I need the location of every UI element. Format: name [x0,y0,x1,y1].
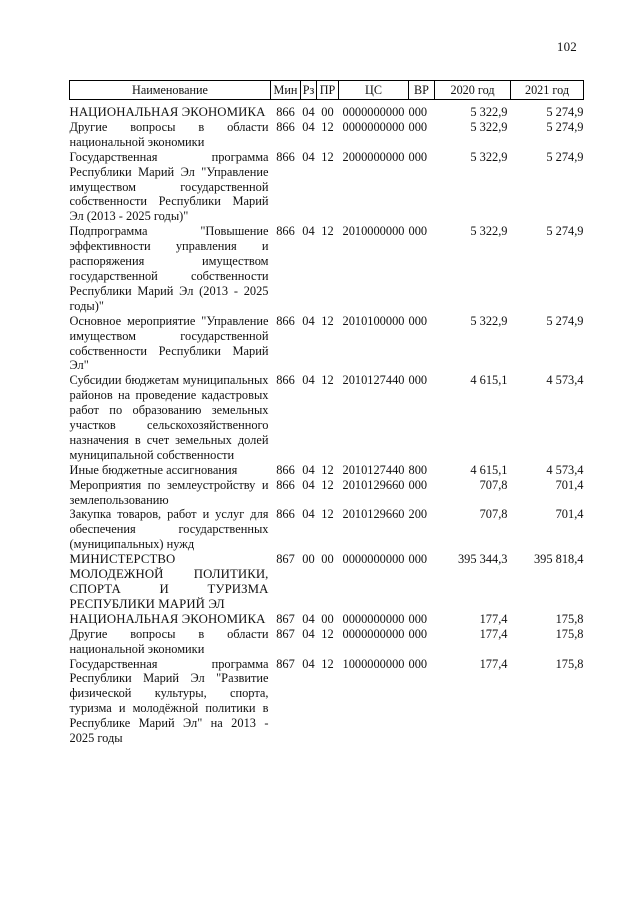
row-cs: 0000000000 [342,119,405,134]
row-pr: 12 [321,313,334,328]
row-min: 866 [276,224,295,239]
row-vr: 000 [408,477,428,492]
row-min: 866 [276,119,295,134]
table-row [70,507,584,552]
row-rz: 04 [302,507,315,522]
row-name: Субсидии бюджетам муниципальных районов на проведение кадастровых работ по образованию земельных участков сельскохозяйственного назначения в счет земельных долей муниципальной собственности [69,373,269,462]
row-min: 866 [276,105,295,119]
table-row [70,150,584,225]
table-row [70,314,584,374]
row-2020: 177,4 [479,626,508,641]
row-pr: 12 [321,477,334,492]
row-rz: 00 [302,552,315,567]
row-name: НАЦИОНАЛЬНАЯ ЭКОНОМИКА [69,611,266,626]
table-row [70,373,584,462]
row-2020: 177,4 [479,611,508,626]
row-vr: 000 [408,373,428,388]
row-2021: 175,8 [555,611,584,626]
row-pr: 12 [321,224,334,239]
row-pr: 12 [321,119,334,134]
row-vr: 000 [408,552,428,567]
row-2021: 5 274,9 [546,149,584,164]
row-min: 866 [276,462,295,477]
row-cs: 2010127440 [342,373,405,388]
row-cs: 2000000000 [342,149,405,164]
row-pr: 12 [321,507,334,522]
header-vr: ВР [409,81,435,100]
row-vr: 000 [408,656,428,671]
row-vr: 800 [408,462,428,477]
row-vr: 000 [408,626,428,641]
row-vr: 000 [408,224,428,239]
header-rz: Рз [301,81,317,100]
row-vr: 000 [408,149,428,164]
row-rz: 04 [302,224,315,239]
row-name: Иные бюджетные ассигнования [69,462,238,477]
row-rz: 04 [302,105,315,119]
row-2020: 707,8 [479,477,508,492]
row-cs: 2010100000 [342,313,405,328]
row-cs: 2010129660 [342,477,405,492]
row-vr: 000 [408,105,428,119]
row-rz: 04 [302,656,315,671]
row-cs: 2010127440 [342,462,405,477]
row-pr: 12 [321,373,334,388]
row-2021: 5 274,9 [546,105,584,119]
row-name: Мероприятия по землеустройству и землепользованию [69,477,269,507]
row-name: Государственная программа Республики Марий Эл "Развитие физической культуры, спорта, туризма и молодёжной политики в Республике Марий Эл" на 2013 - 2025 годы [69,656,269,746]
table-row [70,612,584,627]
row-pr: 12 [321,462,334,477]
row-name: НАЦИОНАЛЬНАЯ ЭКОНОМИКА [69,105,266,119]
row-rz: 04 [302,626,315,641]
row-vr: 000 [408,119,428,134]
row-rz: 04 [302,477,315,492]
row-2021: 5 274,9 [546,224,584,239]
table-row [70,478,584,508]
row-2020: 177,4 [479,656,508,671]
row-vr: 000 [408,313,428,328]
row-2021: 701,4 [555,507,584,522]
header-pr: ПР [317,81,339,100]
row-pr: 00 [321,611,334,626]
row-vr: 000 [408,611,428,626]
row-name: Другие вопросы в области национальной экономики [69,119,269,149]
row-min: 866 [276,149,295,164]
row-pr: 12 [321,626,334,641]
header-2020: 2020 год [435,81,511,100]
row-2021: 395 818,4 [533,552,584,567]
row-cs: 0000000000 [342,626,405,641]
row-2020: 5 322,9 [470,105,508,119]
page-number: 102 [556,39,577,54]
row-pr: 12 [321,656,334,671]
row-min: 866 [276,373,295,388]
row-rz: 04 [302,611,315,626]
table-row [70,224,584,313]
row-2021: 175,8 [555,656,584,671]
row-min: 867 [276,656,295,671]
row-cs: 0000000000 [342,552,405,567]
table-header [70,81,584,100]
row-rz: 04 [302,462,315,477]
row-name: Основное мероприятие "Управление имуществом государственной собственности Республики Марий Эл" [69,313,269,373]
row-name: Государственная программа Республики Марий Эл "Управление имуществом государственной собственности Республики Марий Эл (2013 - 2025 годы)" [69,149,269,224]
header-name: Наименование [70,81,271,100]
row-2020: 5 322,9 [470,119,508,134]
row-min: 867 [276,552,295,567]
row-min: 866 [276,477,295,492]
row-2021: 4 573,4 [546,373,584,388]
row-name: Другие вопросы в области национальной экономики [69,626,269,656]
row-cs: 0000000000 [342,611,405,626]
row-2020: 5 322,9 [470,149,508,164]
table-row [70,552,584,612]
row-min: 867 [276,626,295,641]
table-row [70,627,584,657]
row-pr: 12 [321,149,334,164]
row-pr: 00 [321,105,334,119]
row-pr: 00 [321,552,334,567]
row-name: Закупка товаров, работ и услуг для обеспечения государственных (муниципальных) нужд [69,507,269,552]
table-row [70,100,584,120]
row-2021: 4 573,4 [546,462,584,477]
row-rz: 04 [302,373,315,388]
row-2020: 5 322,9 [470,313,508,328]
table-row [70,120,584,150]
row-cs: 1000000000 [342,656,405,671]
row-rz: 04 [302,313,315,328]
row-min: 867 [276,611,295,626]
row-2020: 5 322,9 [470,224,508,239]
row-2020: 4 615,1 [470,462,508,477]
header-cs: ЦС [339,81,409,100]
header-min: Мин [271,81,301,100]
table-body [70,100,584,746]
budget-table [69,80,584,746]
row-2020: 395 344,3 [457,552,508,567]
row-min: 866 [276,313,295,328]
table-row [70,463,584,478]
row-2021: 5 274,9 [546,313,584,328]
row-vr: 200 [408,507,428,522]
row-cs: 0000000000 [342,105,405,119]
row-min: 866 [276,507,295,522]
row-2021: 5 274,9 [546,119,584,134]
row-cs: 2010000000 [342,224,405,239]
row-2020: 4 615,1 [470,373,508,388]
row-2020: 707,8 [479,507,508,522]
row-2021: 175,8 [555,626,584,641]
row-name: Подпрограмма "Повышение эффективности управления и распоряжения имуществом государственной собственности Республики Марий Эл (2013 - 2025 годы)" [69,224,269,313]
row-2021: 701,4 [555,477,584,492]
header-2021: 2021 год [511,81,584,100]
row-cs: 2010129660 [342,507,405,522]
row-name: МИНИСТЕРСТВО МОЛОДЕЖНОЙ ПОЛИТИКИ, СПОРТА И ТУРИЗМА РЕСПУБЛИКИ МАРИЙ ЭЛ [69,552,269,611]
row-rz: 04 [302,119,315,134]
row-rz: 04 [302,149,315,164]
table-row [70,657,584,746]
